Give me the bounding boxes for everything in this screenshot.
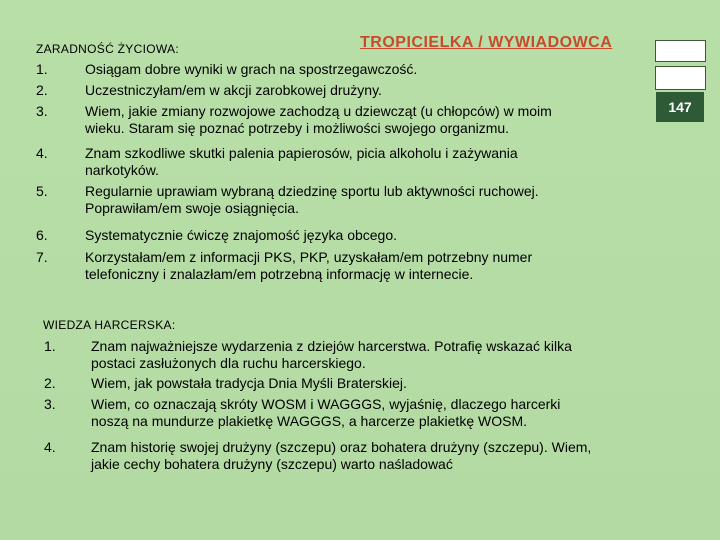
item-text: Uczestniczyłam/em w akcji zarobkowej drużyny. <box>85 82 382 98</box>
list-item <box>36 103 656 145</box>
item-number: 3. <box>36 103 48 119</box>
page-title: TROPICIELKA / WYWIADOWCA <box>360 34 613 51</box>
item-text-line: jakie cechy bohatera drużyny (szczepu) warto naśladować <box>91 456 453 472</box>
item-text-line: telefoniczny i znalazłam/em potrzebną informację w internecie. <box>85 266 474 282</box>
item-number: 4. <box>36 145 48 161</box>
item-text: Osiągam dobre wyniki w grach na spostrzegawczość. <box>85 61 418 77</box>
item-text-line: Wiem, jakie zmiany rozwojowe zachodzą u dziewcząt (u chłopców) w moim <box>85 103 552 119</box>
zaradnosc-list <box>36 61 656 289</box>
item-number: 7. <box>36 249 48 265</box>
item-text-line: postaci zasłużonych dla ruchu harcerskiego. <box>91 355 366 371</box>
item-number: 1. <box>44 338 56 354</box>
item-number: 2. <box>36 82 48 98</box>
item-text-line: Wiem, co oznaczają skróty WOSM i WAGGGS, wyjaśnię, dlaczego harcerki <box>91 396 561 412</box>
list-item <box>36 227 656 249</box>
list-item <box>36 249 656 289</box>
item-text-line: noszą na mundurze plakietkę WAGGGS, a harcerze plakietkę WOSM. <box>91 413 527 429</box>
list-item <box>44 338 714 375</box>
decor-box-top <box>655 40 706 62</box>
item-text-line: narkotyków. <box>85 162 159 178</box>
item-text: Systematycznie ćwiczę znajomość języka obcego. <box>85 227 398 243</box>
list-item <box>44 375 714 396</box>
list-item <box>36 145 656 183</box>
item-number: 4. <box>44 439 56 455</box>
item-number: 3. <box>44 396 56 412</box>
item-text-line: Znam szkodliwe skutki palenia papierosów, picia alkoholu i zażywania <box>85 145 518 161</box>
item-text-line: Poprawiłam/em swoje osiągnięcia. <box>85 200 299 216</box>
decor-box-middle <box>655 66 706 90</box>
item-text-line: Korzystałam/em z informacji PKS, PKP, uzyskałam/em potrzebny numer <box>85 249 533 265</box>
page-number-badge: 147 <box>656 92 704 122</box>
item-text-line: Znam historię swojej drużyny (szczepu) oraz bohatera drużyny (szczepu). Wiem, <box>91 439 592 455</box>
section-heading-zaradnosc: ZARADNOŚĆ ŻYCIOWA: <box>36 42 179 56</box>
item-number: 6. <box>36 227 48 243</box>
item-number: 1. <box>36 61 48 77</box>
item-text-line: Znam najważniejsze wydarzenia z dziejów harcerstwa. Potrafię wskazać kilka <box>91 338 572 354</box>
list-item <box>36 61 656 82</box>
wiedza-list <box>44 338 714 479</box>
item-text: Wiem, jak powstała tradycja Dnia Myśli Braterskiej. <box>91 375 407 391</box>
list-item <box>44 439 714 479</box>
list-item <box>36 183 656 227</box>
list-item <box>36 82 656 103</box>
section-heading-wiedza: WIEDZA HARCERSKA: <box>43 318 176 332</box>
list-item <box>44 396 714 439</box>
item-text-line: Regularnie uprawiam wybraną dziedzinę sportu lub aktywności ruchowej. <box>85 183 539 199</box>
item-number: 5. <box>36 183 48 199</box>
item-number: 2. <box>44 375 56 391</box>
item-text-line: wieku. Staram się poznać potrzeby i możliwości swojego organizmu. <box>85 120 510 136</box>
